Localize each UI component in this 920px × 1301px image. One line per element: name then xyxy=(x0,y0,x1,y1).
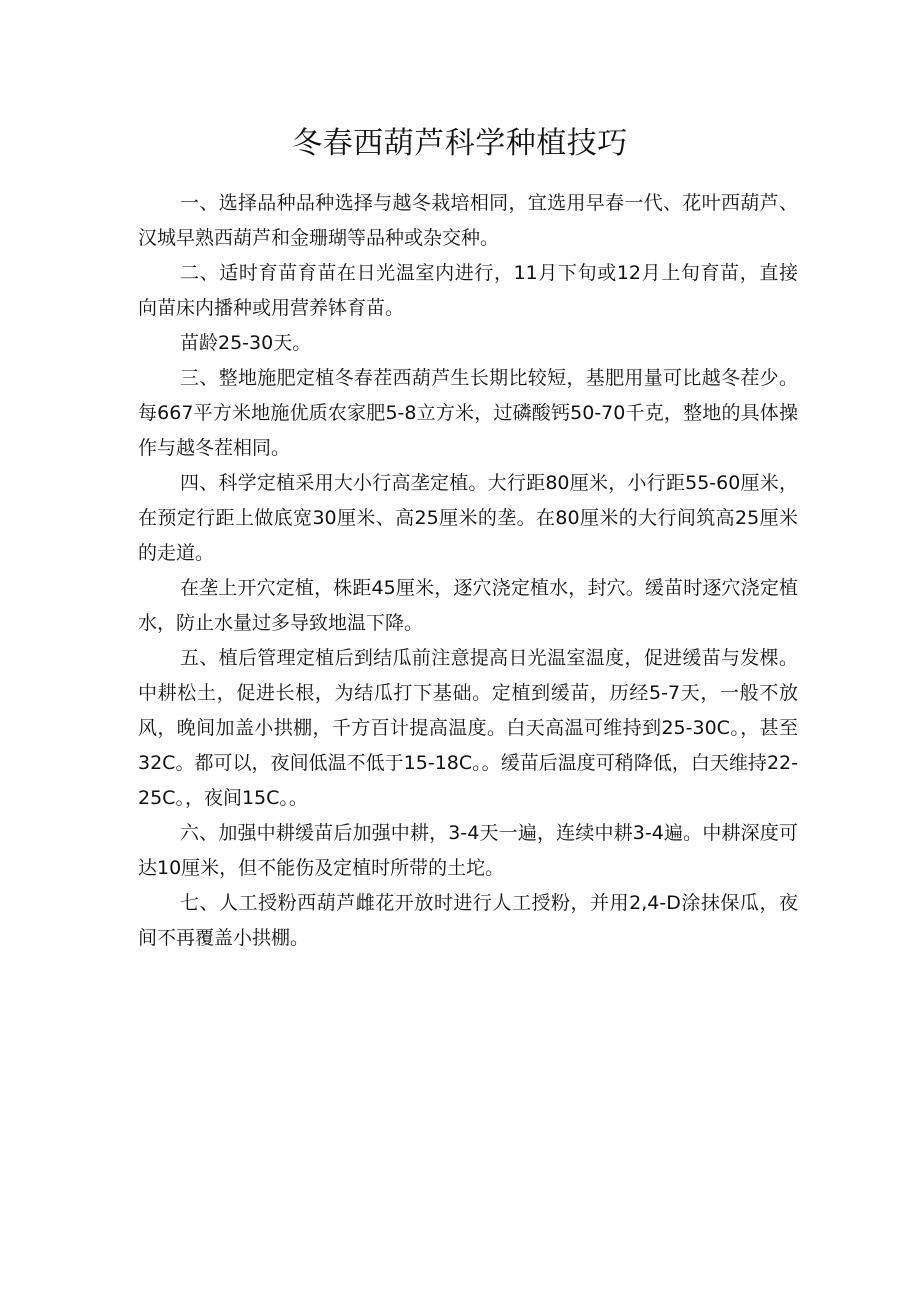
page-title: 冬春西葫芦科学种植技巧 xyxy=(292,126,628,161)
paragraph-post-planting-management: 五、植后管理定植后到结瓜前注意提高日光温室温度，促进缓苗与发棵。中耕松土，促进长根，为结瓜打下基础。定植到缓苗，历经5-7天，一般不放风，晚间加盖小拱棚，千方百计提高温度。白天高温可维持到25-30C。，甚至32C。都可以，夜间低温不低于15-18C。。缓苗后温度可稍降低，白天维持22-25C。，夜间15C。。 xyxy=(138,647,798,809)
paragraph-seedling-age: 苗龄25-30天。 xyxy=(180,332,312,354)
paragraph-cultivation: 六、加强中耕缓苗后加强中耕，3-4天一遍，连续中耕3-4遍。中耕深度可达10厘米，但不能伤及定植时所带的土坨。 xyxy=(138,822,798,879)
paragraph-planting-holes: 在垄上开穴定植，株距45厘米，逐穴浇定植水，封穴。缓苗时逐穴浇定植水，防止水量过多导致地温下降。 xyxy=(138,577,798,634)
paragraph-variety-selection: 一、选择品种品种选择与越冬栽培相同，宜选用早春一代、花叶西葫芦、汉城早熟西葫芦和金珊瑚等品种或杂交种。 xyxy=(138,192,798,249)
document-body xyxy=(138,186,798,956)
paragraph-seedling-timing: 二、适时育苗育苗在日光温室内进行，11月下旬或12月上旬育苗，直接向苗床内播种或用营养钵育苗。 xyxy=(138,262,798,319)
paragraph-pollination: 七、人工授粉西葫芦雌花开放时进行人工授粉，并用2,4-D涂抹保瓜，夜间不再覆盖小拱棚。 xyxy=(138,892,798,949)
paragraph-planting-layout: 四、科学定植采用大小行高垄定植。大行距80厘米，小行距55-60厘米，在预定行距上做底宽30厘米、高25厘米的垄。在80厘米的大行间筑高25厘米的走道。 xyxy=(138,472,798,564)
paragraph-soil-fertilization: 三、整地施肥定植冬春茬西葫芦生长期比较短，基肥用量可比越冬茬少。每667平方米地施优质农家肥5-8立方米，过磷酸钙50-70千克，整地的具体操作与越冬茬相同。 xyxy=(138,367,798,459)
